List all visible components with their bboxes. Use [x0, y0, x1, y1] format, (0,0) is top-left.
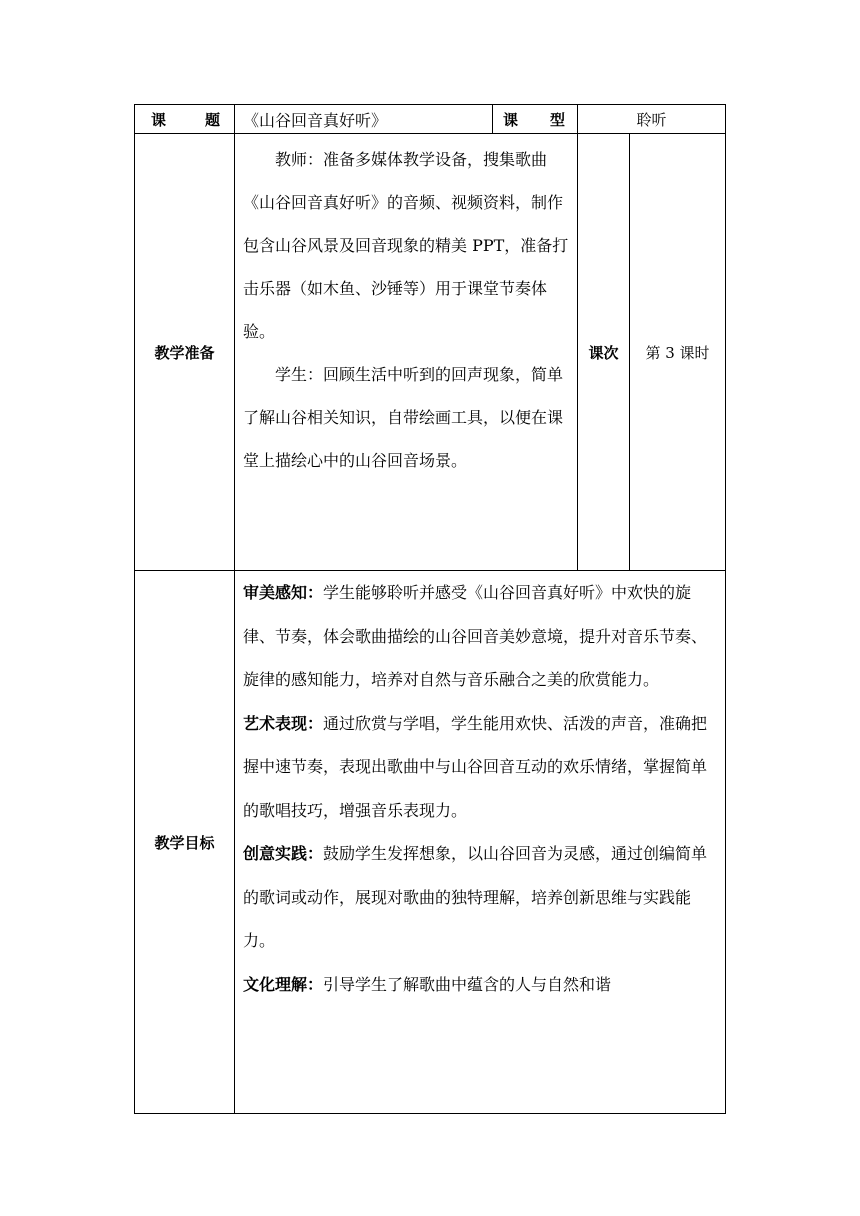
- goal-text: 鼓励学生发挥想象，以山谷回音为灵感，通过创编简单的歌词或动作，展现对歌曲的独特理解，培养创新思维与实践能力。: [243, 844, 708, 950]
- prep-row: [135, 134, 726, 571]
- type-label-cell: [493, 105, 578, 134]
- goal-title: 文化理解：: [243, 974, 324, 994]
- goals-row: [135, 571, 726, 1114]
- goal-expression: [243, 702, 719, 833]
- lesson-plan-table: [134, 104, 726, 1114]
- goal-creative: [243, 832, 719, 963]
- goal-title: 艺术表现：: [243, 713, 324, 733]
- prep-label: 教学准备: [135, 134, 235, 571]
- goal-title: 审美感知：: [243, 583, 324, 602]
- goal-title: 创意实践：: [243, 844, 324, 863]
- prep-content: [235, 134, 578, 571]
- session-value: 第 3 课时: [630, 134, 726, 571]
- header-row: [135, 105, 726, 134]
- type-label-char-1: 课: [503, 110, 519, 129]
- topic-label-char-1: 课: [151, 110, 167, 129]
- type-label-char-2: 型: [549, 110, 565, 129]
- topic-value: 《山谷回音真好听》: [235, 105, 493, 134]
- goal-text: 学生能够聆听并感受《山谷回音真好听》中欢快的旋律、节奏，体会歌曲描绘的山谷回音美妙意境，提升对音乐节奏、旋律的感知能力，培养对自然与音乐融合之美的欣赏能力。: [243, 583, 708, 689]
- goal-text: 通过欣赏与学唱，学生能用欢快、活泼的声音，准确把握中速节奏，表现出歌曲中与山谷回音互动的欢乐情绪，掌握简单的歌唱技巧，增强音乐表现力。: [243, 713, 708, 820]
- goals-content: [235, 571, 726, 1114]
- type-value: 聆听: [578, 105, 726, 134]
- goal-aesthetic: [243, 571, 719, 702]
- goal-culture: [243, 963, 719, 1007]
- prep-teacher: 教师：准备多媒体教学设备，搜集歌曲《山谷回音真好听》的音频、视频资料，制作包含山谷风景及回音现象的精美 PPT，准备打击乐器（如木鱼、沙锤等）用于课堂节奏体验。: [243, 150, 569, 341]
- goal-text: 引导学生了解歌曲中蕴含的人与自然和谐: [323, 974, 612, 994]
- topic-label-char-2: 题: [204, 110, 220, 129]
- goals-label: 教学目标: [135, 571, 235, 1114]
- prep-student: 学生：回顾生活中听到的回声现象，简单了解山谷相关知识，自带绘画工具，以便在课堂上描绘心中的山谷回音场景。: [243, 365, 564, 470]
- session-label: 课次: [578, 134, 630, 571]
- topic-label-cell: [135, 105, 235, 134]
